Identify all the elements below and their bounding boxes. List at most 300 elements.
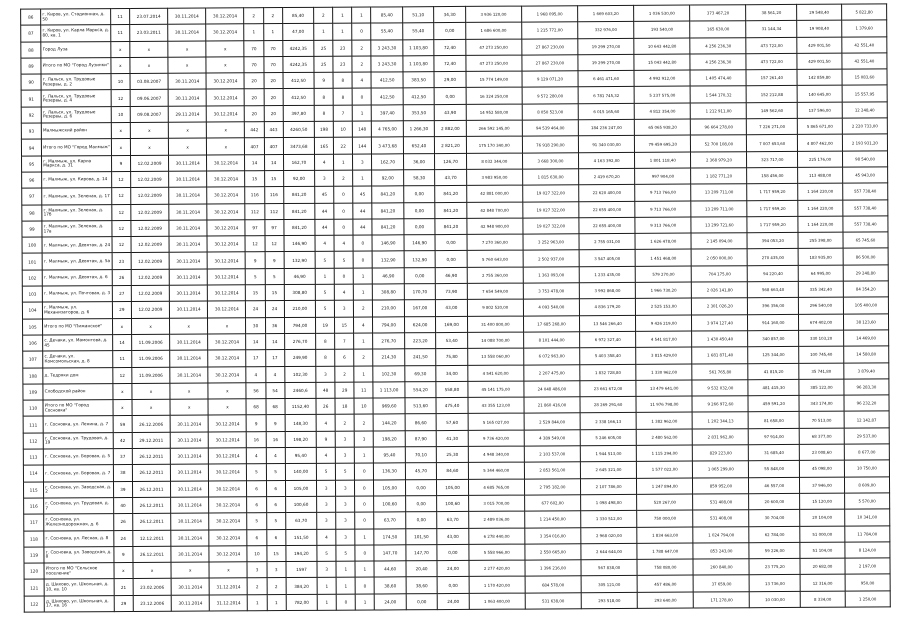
- value-cell: 113 488,00: [798, 167, 843, 184]
- value-cell: 5 344 460,00: [468, 462, 524, 479]
- value-cell: 14: [264, 154, 283, 170]
- value-cell: 3 243,30: [371, 39, 403, 55]
- value-cell: 459 591,20: [748, 396, 799, 413]
- value-cell: x: [132, 383, 170, 400]
- value-cell: 31 400 800,00: [467, 316, 523, 333]
- value-cell: 30 704,00: [749, 510, 800, 527]
- value-cell: 14: [265, 333, 284, 349]
- value-cell: 20: [264, 73, 283, 89]
- value-cell: 3 815 429,00: [636, 347, 692, 364]
- value-cell: 2 489 036,00: [468, 511, 524, 528]
- value-cell: 165: [315, 138, 334, 154]
- value-cell: 3: [335, 431, 354, 447]
- value-cell: x: [209, 562, 247, 579]
- row-number: 109: [23, 384, 43, 400]
- address-cell: д. Шихово, ул. Школьная, д. 10, кв. 10: [44, 579, 114, 596]
- value-cell: 44: [353, 219, 372, 235]
- value-cell: 31.12.2014: [209, 594, 247, 611]
- value-cell: 116: [264, 187, 283, 203]
- address-cell: г. Киров, ул. Карла Маркса, д. 80, кв. 1: [41, 25, 111, 42]
- value-cell: 9 129 071,20: [522, 71, 578, 88]
- value-cell: 75,80: [436, 349, 468, 365]
- value-cell: 63,70: [374, 512, 406, 528]
- value-cell: 8: [314, 89, 333, 105]
- value-cell: 174,50: [374, 528, 406, 544]
- value-cell: 36,00: [403, 153, 435, 169]
- value-cell: 147,70: [374, 545, 406, 561]
- value-cell: 15 120,00: [800, 493, 845, 510]
- value-cell: 42 551,40: [842, 53, 887, 70]
- value-cell: 20: [245, 89, 264, 105]
- value-cell: 9 713 766,00: [635, 201, 691, 218]
- value-cell: 343 174,00: [799, 395, 844, 412]
- value-cell: 63,70: [437, 512, 469, 528]
- value-cell: 15: [246, 285, 265, 301]
- value-cell: 684 578,00: [525, 576, 581, 593]
- value-cell: 68: [266, 399, 285, 415]
- value-cell: 5 558 966,00: [469, 544, 525, 561]
- value-cell: 9 532 032,00: [692, 380, 748, 397]
- value-cell: 45 141 175,00: [468, 381, 524, 398]
- value-cell: 105 400,00: [843, 297, 888, 314]
- value-cell: 4 256 236,30: [690, 54, 746, 71]
- scanned-register-sheet: [20, 3, 891, 630]
- value-cell: 5: [334, 252, 353, 268]
- value-cell: 2 301 026,20: [692, 298, 748, 315]
- value-cell: 81 658,00: [749, 412, 800, 429]
- value-cell: 2 026 141,80: [692, 282, 748, 299]
- value-cell: 14: [246, 334, 265, 350]
- value-cell: 17 685 268,00: [523, 315, 579, 332]
- address-cell: г. Сосновка, ул. Боровая, д. 7: [44, 465, 114, 482]
- value-cell: 30.12.2014: [208, 334, 246, 351]
- value-cell: 42 848 700,00: [467, 202, 523, 219]
- value-cell: 2: [335, 366, 354, 382]
- value-cell: x: [170, 383, 208, 400]
- value-cell: 0,00: [405, 496, 437, 512]
- value-cell: 12.02.2009: [130, 155, 168, 172]
- address-cell: г. Сосновка, ул. Трудовая, д. 19: [43, 432, 113, 449]
- value-cell: 2: [314, 7, 333, 23]
- value-cell: 12.12.2011: [133, 530, 171, 547]
- value-cell: 146,90: [372, 235, 404, 251]
- value-cell: 853 243,00: [693, 543, 749, 560]
- value-cell: 25,30: [437, 446, 469, 462]
- value-cell: 26.12.2011: [132, 481, 170, 498]
- value-cell: 23: [112, 253, 131, 269]
- value-cell: 2 550 665,00: [525, 544, 581, 561]
- value-cell: 4 163 392,00: [579, 152, 635, 169]
- value-cell: 0,00: [405, 479, 437, 495]
- value-cell: 531 408,00: [693, 510, 749, 527]
- value-cell: 1: [352, 7, 371, 23]
- value-cell: 561 765,80: [692, 363, 748, 380]
- value-cell: 46,90: [373, 268, 405, 284]
- value-cell: 11 976 798,00: [636, 396, 692, 413]
- value-cell: 12: [265, 236, 284, 252]
- value-cell: 70: [263, 56, 282, 72]
- value-cell: 30.11.2014: [169, 269, 207, 286]
- row-number: 96: [22, 172, 42, 188]
- address-cell: Слободской район: [43, 383, 113, 400]
- value-cell: 3: [316, 366, 335, 382]
- value-cell: x: [111, 123, 130, 139]
- value-cell: 63,70: [285, 513, 317, 529]
- value-cell: 8 032 344,00: [466, 153, 522, 170]
- value-cell: 383,50: [403, 72, 435, 88]
- value-cell: 1 396 216,00: [525, 560, 581, 577]
- value-cell: 1 115 294,00: [636, 445, 692, 462]
- value-cell: 567 838,00: [581, 559, 637, 576]
- value-cell: 1 036 530,00: [634, 5, 690, 22]
- value-cell: 1: [355, 561, 374, 577]
- value-cell: 4: [352, 72, 371, 88]
- value-cell: 20: [264, 89, 283, 105]
- value-cell: 13 479 641,00: [636, 380, 692, 397]
- value-cell: 293 518,00: [581, 592, 637, 609]
- value-cell: 17: [265, 350, 284, 366]
- value-cell: 12.02.2009: [131, 269, 169, 286]
- value-cell: 0,00: [406, 593, 438, 609]
- value-cell: 1152,40: [285, 398, 317, 414]
- value-cell: 16 324 250,00: [466, 88, 522, 105]
- value-cell: 102,30: [373, 365, 405, 381]
- address-cell: с. Дечаки, ул. Комсомольская, д. 8: [43, 351, 113, 368]
- value-cell: 2460,6: [285, 382, 317, 398]
- value-cell: 624,00: [404, 316, 436, 332]
- value-cell: 30.12.2014: [208, 285, 246, 302]
- value-cell: 1: [354, 284, 373, 300]
- value-cell: 11: [354, 382, 373, 398]
- value-cell: 0: [355, 577, 374, 593]
- value-cell: 10 030,00: [750, 591, 801, 608]
- value-cell: 167,00: [404, 300, 436, 316]
- value-cell: 210,00: [284, 301, 316, 317]
- value-cell: 23 661 672,00: [580, 380, 636, 397]
- value-cell: 296 540,00: [798, 297, 843, 314]
- value-cell: 2 795 182,00: [524, 478, 580, 495]
- row-number: 122: [24, 596, 44, 612]
- value-cell: 4: [316, 447, 335, 463]
- value-cell: 0: [355, 463, 374, 479]
- value-cell: 101,50: [406, 528, 438, 544]
- value-cell: 30.11.2014: [170, 350, 208, 367]
- value-cell: 55,40: [371, 23, 403, 39]
- value-cell: 5: [247, 513, 266, 529]
- value-cell: 86 500,00: [843, 248, 888, 265]
- value-cell: 30.12.2014: [206, 89, 244, 106]
- value-cell: 841,20: [372, 186, 404, 202]
- value-cell: 13 209 711,00: [691, 200, 747, 217]
- value-cell: 116: [245, 187, 264, 203]
- value-cell: 1 405 474,40: [690, 70, 746, 87]
- value-cell: 3 668 300,00: [522, 152, 578, 169]
- value-cell: 95,40: [285, 447, 317, 463]
- value-cell: 330 103,20: [799, 330, 844, 347]
- value-cell: 308,80: [373, 284, 405, 300]
- value-cell: 100,60: [374, 496, 406, 512]
- value-cell: 22: [334, 137, 353, 153]
- value-cell: 30.12.2014: [207, 203, 245, 220]
- value-cell: 19 299 270,00: [578, 54, 634, 71]
- value-cell: 841,20: [283, 203, 315, 219]
- value-cell: 72,40: [434, 55, 466, 71]
- value-cell: 12.02.2009: [131, 188, 169, 205]
- value-cell: 10 643 442,80: [634, 38, 690, 55]
- value-cell: 0: [336, 594, 355, 610]
- address-cell: г. Сосновка, ул. Лесная, д. 8: [44, 530, 114, 547]
- value-cell: 30.12.2014: [207, 106, 245, 123]
- value-cell: 9 713 766,00: [635, 184, 691, 201]
- row-number: 119: [24, 547, 44, 563]
- value-cell: 5: [317, 464, 336, 480]
- value-cell: 3: [336, 529, 355, 545]
- value-cell: 47 273 250,00: [466, 55, 522, 72]
- value-cell: 5: [265, 268, 284, 284]
- value-cell: 9: [111, 155, 130, 171]
- address-cell: г. Малмыж, ул. Кирова, д. 14: [42, 172, 112, 189]
- value-cell: 151,50: [285, 529, 317, 545]
- value-cell: 144: [353, 137, 372, 153]
- value-cell: 2: [244, 8, 263, 24]
- row-number: 106: [23, 335, 43, 351]
- value-cell: 0: [355, 480, 374, 496]
- value-cell: 147,70: [406, 544, 438, 560]
- value-cell: 1: [267, 594, 286, 610]
- value-cell: 1: [355, 594, 374, 610]
- value-cell: 9 266 972,60: [692, 396, 748, 413]
- value-cell: 270 435,00: [748, 249, 799, 266]
- value-cell: x: [168, 41, 206, 58]
- value-cell: 4: [315, 154, 334, 170]
- value-cell: 132,90: [372, 251, 404, 267]
- value-cell: 8 609,00: [844, 476, 889, 493]
- address-cell: г. Лальск, ул. Трудовые Резервы, д. 4: [41, 90, 111, 107]
- value-cell: 24 048 486,00: [524, 381, 580, 398]
- value-cell: 1 113,00: [373, 382, 405, 398]
- value-cell: 5 865 671,00: [797, 118, 842, 135]
- value-cell: 8: [316, 349, 335, 365]
- value-cell: 59: [113, 416, 132, 432]
- value-cell: 15: [245, 171, 264, 187]
- value-cell: 0,00: [434, 23, 466, 39]
- value-cell: 3: [335, 300, 354, 316]
- value-cell: 15 774 149,00: [466, 71, 522, 88]
- value-cell: 157 261,40: [746, 70, 797, 87]
- value-cell: 2 821,20: [435, 137, 467, 153]
- value-cell: 30.12.2014: [208, 415, 246, 432]
- value-cell: 43 355 123,00: [468, 397, 524, 414]
- value-cell: 42 948 900,00: [467, 218, 523, 235]
- value-cell: 1 834 663,00: [637, 527, 693, 544]
- value-cell: 2 755 031,00: [579, 234, 635, 251]
- value-cell: 23: [333, 56, 352, 72]
- value-cell: 3: [247, 562, 266, 578]
- value-cell: 45 098,00: [799, 460, 844, 477]
- value-cell: 98 540,00: [842, 151, 887, 168]
- value-cell: 0: [334, 219, 353, 235]
- value-cell: 29.11.2014: [168, 106, 206, 123]
- row-number: 99: [22, 221, 42, 237]
- value-cell: 1: [314, 24, 333, 40]
- value-cell: 5 246 605,00: [580, 429, 636, 446]
- value-cell: 1 330 962,00: [636, 364, 692, 381]
- value-cell: 750 000,00: [637, 510, 693, 527]
- value-cell: 2 480 562,00: [636, 429, 692, 446]
- address-cell: г. Сосновка, ул. Боровая, д. 5: [44, 449, 114, 466]
- value-cell: 26.12.2011: [133, 546, 171, 563]
- value-cell: 579 270,00: [635, 266, 691, 283]
- value-cell: 11: [110, 8, 129, 24]
- value-cell: 12: [112, 237, 131, 253]
- value-cell: 407: [264, 138, 283, 154]
- value-cell: 2 419 670,20: [579, 168, 635, 185]
- value-cell: 30: [246, 317, 265, 333]
- value-cell: 23.12.2006: [133, 595, 171, 612]
- value-cell: 1 202 344,13: [692, 412, 748, 429]
- address-cell: г. Сосновка, ул. Ленина, д. 7: [43, 416, 113, 433]
- value-cell: x: [130, 57, 168, 74]
- value-cell: 137 596,00: [797, 102, 842, 119]
- value-cell: 30.11.2014: [170, 301, 208, 318]
- value-cell: 144,20: [373, 414, 405, 430]
- value-cell: 72,40: [434, 39, 466, 55]
- value-cell: 2 882,00: [435, 121, 467, 137]
- value-cell: 266 592 145,00: [466, 120, 522, 137]
- value-cell: 4 541 817,00: [636, 331, 692, 348]
- value-cell: 9: [247, 415, 266, 431]
- value-cell: 3 547 405,00: [579, 250, 635, 267]
- value-cell: 30.12.2014: [207, 171, 245, 188]
- value-cell: 0,00: [437, 577, 469, 593]
- value-cell: 1 212 911,00: [691, 102, 747, 119]
- value-cell: 3: [336, 512, 355, 528]
- value-cell: 43,90: [434, 104, 466, 120]
- value-cell: 4: [247, 448, 266, 464]
- value-cell: 841,20: [372, 202, 404, 218]
- value-cell: 4242,35: [283, 56, 315, 72]
- value-cell: 6: [247, 497, 266, 513]
- value-cell: 5 165 027,00: [468, 414, 524, 431]
- value-cell: 12.02.2009: [131, 220, 169, 237]
- value-cell: 162,70: [283, 154, 315, 170]
- value-cell: 29 248,80: [843, 265, 888, 282]
- value-cell: 198,20: [374, 431, 406, 447]
- value-cell: 305 121,00: [581, 576, 637, 593]
- value-cell: 1: [248, 594, 267, 610]
- value-cell: 68: [246, 399, 265, 415]
- value-cell: 03.08.2007: [130, 73, 168, 90]
- value-cell: 14: [245, 154, 264, 170]
- value-cell: 38 123,60: [843, 313, 888, 330]
- value-cell: 652,40: [403, 137, 435, 153]
- value-cell: 782,00: [286, 594, 318, 610]
- value-cell: 5 822,80: [842, 4, 887, 21]
- value-cell: 31.12.2014: [209, 578, 247, 595]
- value-cell: 73,90: [436, 283, 468, 299]
- value-cell: 1: [317, 594, 336, 610]
- value-cell: 84 354,20: [843, 281, 888, 298]
- value-cell: 20: [244, 73, 263, 89]
- value-cell: 26.12.2011: [133, 513, 171, 530]
- value-cell: 30.11.2014: [168, 24, 206, 41]
- value-cell: 1: [333, 7, 352, 23]
- value-cell: 30.11.2014: [170, 415, 208, 432]
- value-cell: 0,00: [404, 202, 436, 218]
- value-cell: 3 252 963,00: [523, 234, 579, 251]
- value-cell: 513,60: [405, 398, 437, 414]
- value-cell: x: [111, 57, 130, 73]
- address-cell: г. Сосновка, ул. Заводская, д. 2: [44, 481, 114, 498]
- value-cell: 14: [112, 334, 131, 350]
- value-cell: 308,80: [284, 284, 316, 300]
- value-cell: 149 562,60: [747, 102, 798, 119]
- value-cell: 5: [247, 464, 266, 480]
- value-cell: 100 745,40: [799, 346, 844, 363]
- address-cell: г. Киров, ул. Стадионная, д. 50: [41, 9, 111, 26]
- value-cell: 353,50: [403, 104, 435, 120]
- value-cell: 1 164 220,00: [798, 216, 843, 233]
- value-cell: x: [113, 383, 132, 399]
- value-cell: 11.09.2006: [132, 350, 170, 367]
- row-number: 121: [24, 579, 44, 595]
- value-cell: 1 266,30: [403, 121, 435, 137]
- value-cell: 37 659,00: [693, 575, 749, 592]
- value-cell: 6 278 440,00: [468, 528, 524, 545]
- value-cell: 183 935,00: [798, 249, 843, 266]
- value-cell: 9: [266, 415, 285, 431]
- value-cell: 52 700 108,00: [691, 135, 747, 152]
- value-cell: 3 992 868,00: [579, 282, 635, 299]
- value-cell: 140,00: [285, 464, 317, 480]
- value-cell: 1: [354, 333, 373, 349]
- value-cell: 0: [355, 496, 374, 512]
- value-cell: 6: [266, 480, 285, 496]
- row-number: 91: [21, 91, 41, 107]
- row-number: 93: [21, 123, 41, 139]
- value-cell: 22 655 400,00: [579, 201, 635, 218]
- value-cell: 105,00: [374, 479, 406, 495]
- value-cell: 105,00: [285, 480, 317, 496]
- value-cell: 29,00: [434, 72, 466, 88]
- value-cell: 429 001,50: [797, 53, 842, 70]
- value-cell: 70: [244, 40, 263, 56]
- value-cell: 13 546 266,40: [580, 315, 636, 332]
- value-cell: 4 948 340,00: [468, 446, 524, 463]
- value-cell: 30.11.2014: [171, 481, 209, 498]
- value-cell: 47 273 250,00: [466, 39, 522, 56]
- value-cell: 16: [247, 431, 266, 447]
- value-cell: 38,60: [406, 577, 438, 593]
- value-cell: 184 236 247,00: [578, 119, 634, 136]
- row-number: 118: [24, 531, 44, 547]
- value-cell: 12.02.2009: [131, 285, 169, 302]
- value-cell: 6: [247, 480, 266, 496]
- value-cell: 276,70: [373, 333, 405, 349]
- value-cell: 3 015 700,00: [468, 495, 524, 512]
- value-cell: 12: [111, 171, 130, 187]
- value-cell: 30.12.2014: [208, 350, 246, 367]
- value-cell: 30.11.2014: [169, 236, 207, 253]
- value-cell: 2 831 962,00: [693, 428, 749, 445]
- value-cell: 6 972 327,40: [580, 331, 636, 348]
- value-cell: 12.02.2009: [131, 236, 169, 253]
- value-cell: 3 879,40: [844, 362, 889, 379]
- value-cell: 8 677,00: [844, 444, 889, 461]
- value-cell: 1597: [286, 561, 318, 577]
- value-cell: 260 840,00: [693, 559, 749, 576]
- value-cell: x: [111, 139, 130, 155]
